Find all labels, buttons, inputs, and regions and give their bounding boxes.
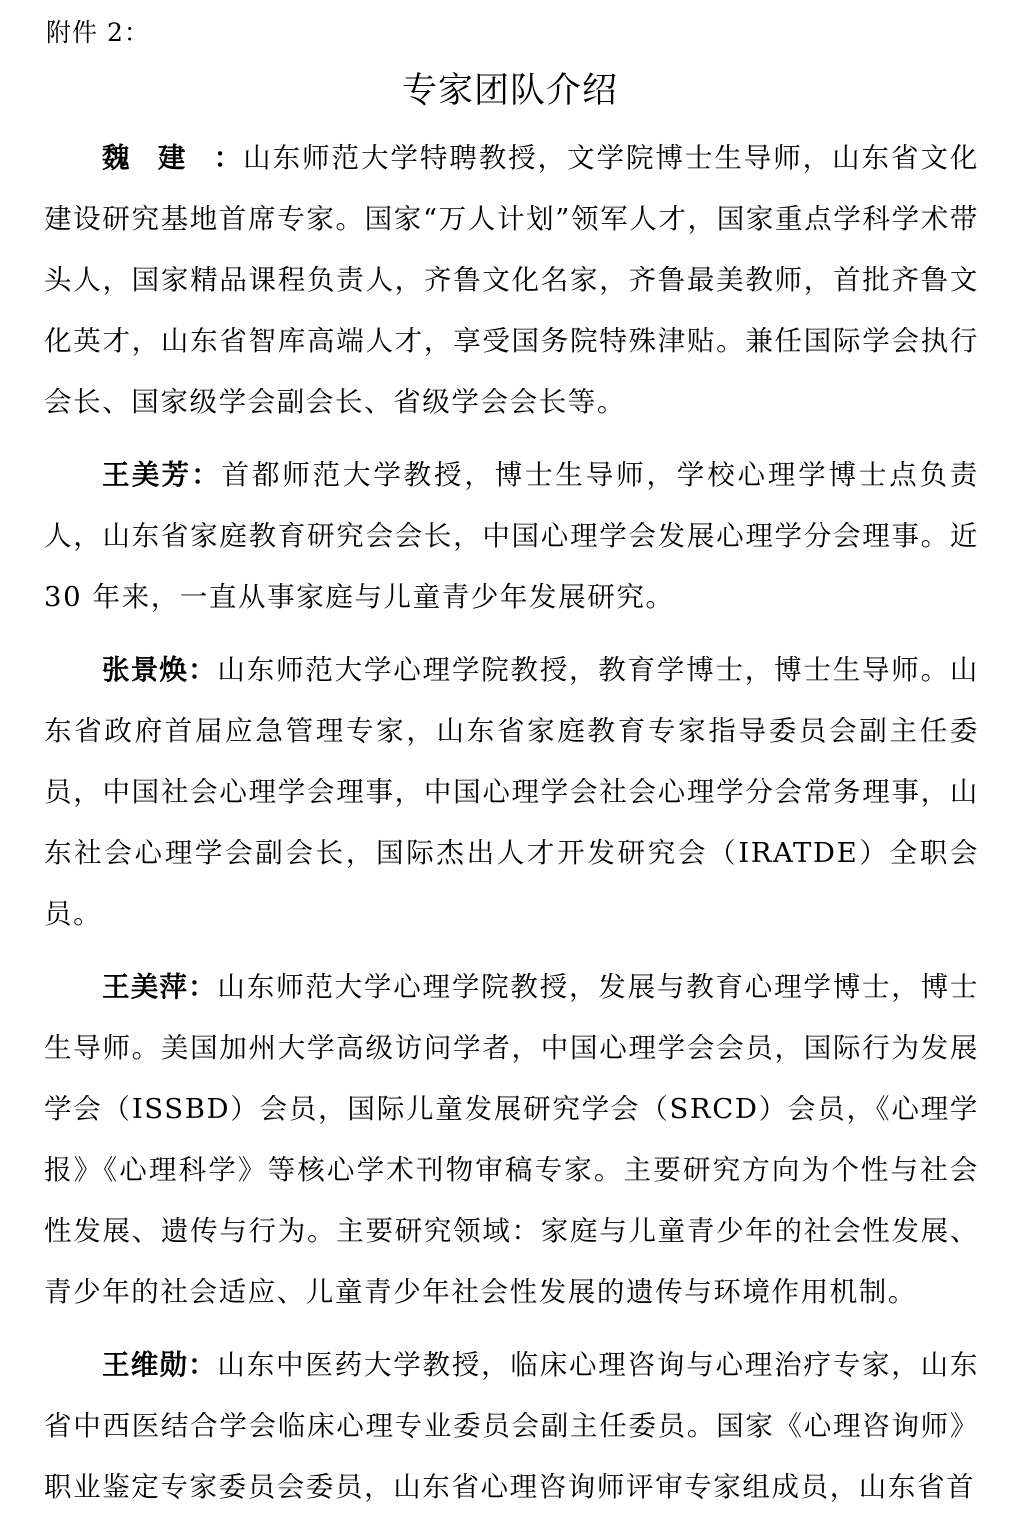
expert-bio: 王维勋：山东中医药大学教授，临床心理咨询与心理治疗专家，山东省中西医结合学会临床心理专业委员会副主任委员。国家《心理咨询师》职业鉴定专家委员会委员，山东省心理咨询师评审专家组成员，山东省首 [44, 1349, 980, 1503]
expert-bio: 张景焕：山东师范大学心理学院教授，教育学博士，博士生导师。山东省政府首届应急管理专家，山东省家庭教育专家指导委员会副主任委员，中国社会心理学会理事，中国心理学会社会心理学分会常务理事，山东社会心理学会副会长，国际杰出人才开发研究会（IRATDE）全职会员。 [44, 654, 980, 930]
expert-bio: 魏建：山东师范大学特聘教授，文学院博士生导师，山东省文化建设研究基地首席专家。国家“万人计划”领军人才，国家重点学科学术带头人，国家精品课程负责人，齐鲁文化名家，齐鲁最美教师，首批齐鲁文化英才，山东省智库高端人才，享受国务院特殊津贴。兼任国际学会执行会长、国家级学会副会长、省级学会会长等。 [44, 142, 980, 418]
expert-name: 王美芳 [102, 459, 192, 491]
expert-description: 首都师范大学教授，博士生导师，学校心理学博士点负责人，山东省家庭教育研究会会长，中国心理学会发展心理学分会理事。近 30 年来，一直从事家庭与儿童青少年发展研究。 [44, 459, 980, 613]
attachment-label: 附件 2： [46, 18, 150, 47]
expert-list [44, 128, 979, 1530]
expert-name: 王美萍 [102, 971, 189, 1003]
expert-description: 山东师范大学心理学院教授，发展与教育心理学博士，博士生导师。美国加州大学高级访问学者，中国心理学会会员，国际行为发展学会（ISSBD）会员，国际儿童发展研究学会（SRCD）会员，《心理学报》《心理科学》等核心学术刊物审稿专家。主要研究方向为个性与社会性发展、遗传与行为。主要研究领域：家庭与儿童青少年的社会性发展、青少年的社会适应、儿童青少年社会性发展的遗传与环境作用机制。 [44, 971, 980, 1308]
expert-bio: 王美萍：山东师范大学心理学院教授，发展与教育心理学博士，博士生导师。美国加州大学高级访问学者，中国心理学会会员，国际行为发展学会（ISSBD）会员，国际儿童发展研究学会（SRCD）会员，《心理学报》《心理科学》等核心学术刊物审稿专家。主要研究方向为个性与社会性发展、遗传与行为。主要研究领域：家庭与儿童青少年的社会性发展、青少年的社会适应、儿童青少年社会性发展的遗传与环境作用机制。 [44, 971, 980, 1308]
expert-bio: 王美芳：首都师范大学教授，博士生导师，学校心理学博士点负责人，山东省家庭教育研究会会长，中国心理学会发展心理学分会理事。近 30 年来，一直从事家庭与儿童青少年发展研究。 [44, 459, 980, 613]
expert-name: 王维勋 [102, 1349, 189, 1381]
page-title: 专家团队介绍 [401, 71, 618, 111]
expert-name: 魏建 [102, 142, 214, 174]
expert-name: 张景焕 [102, 654, 189, 686]
expert-description: 山东中医药大学教授，临床心理咨询与心理治疗专家，山东省中西医结合学会临床心理专业委员会副主任委员。国家《心理咨询师》职业鉴定专家委员会委员，山东省心理咨询师评审专家组成员，山东省首 [44, 1349, 980, 1503]
expert-description: 山东师范大学特聘教授，文学院博士生导师，山东省文化建设研究基地首席专家。国家“万人计划”领军人才，国家重点学科学术带头人，国家精品课程负责人，齐鲁文化名家，齐鲁最美教师，首批齐鲁文化英才，山东省智库高端人才，享受国务院特殊津贴。兼任国际学会执行会长、国家级学会副会长、省级学会会长等。 [44, 142, 980, 418]
expert-description: 山东师范大学心理学院教授，教育学博士，博士生导师。山东省政府首届应急管理专家，山东省家庭教育专家指导委员会副主任委员，中国社会心理学会理事，中国心理学会社会心理学分会常务理事，山东社会心理学会副会长，国际杰出人才开发研究会（IRATDE）全职会员。 [44, 654, 980, 930]
